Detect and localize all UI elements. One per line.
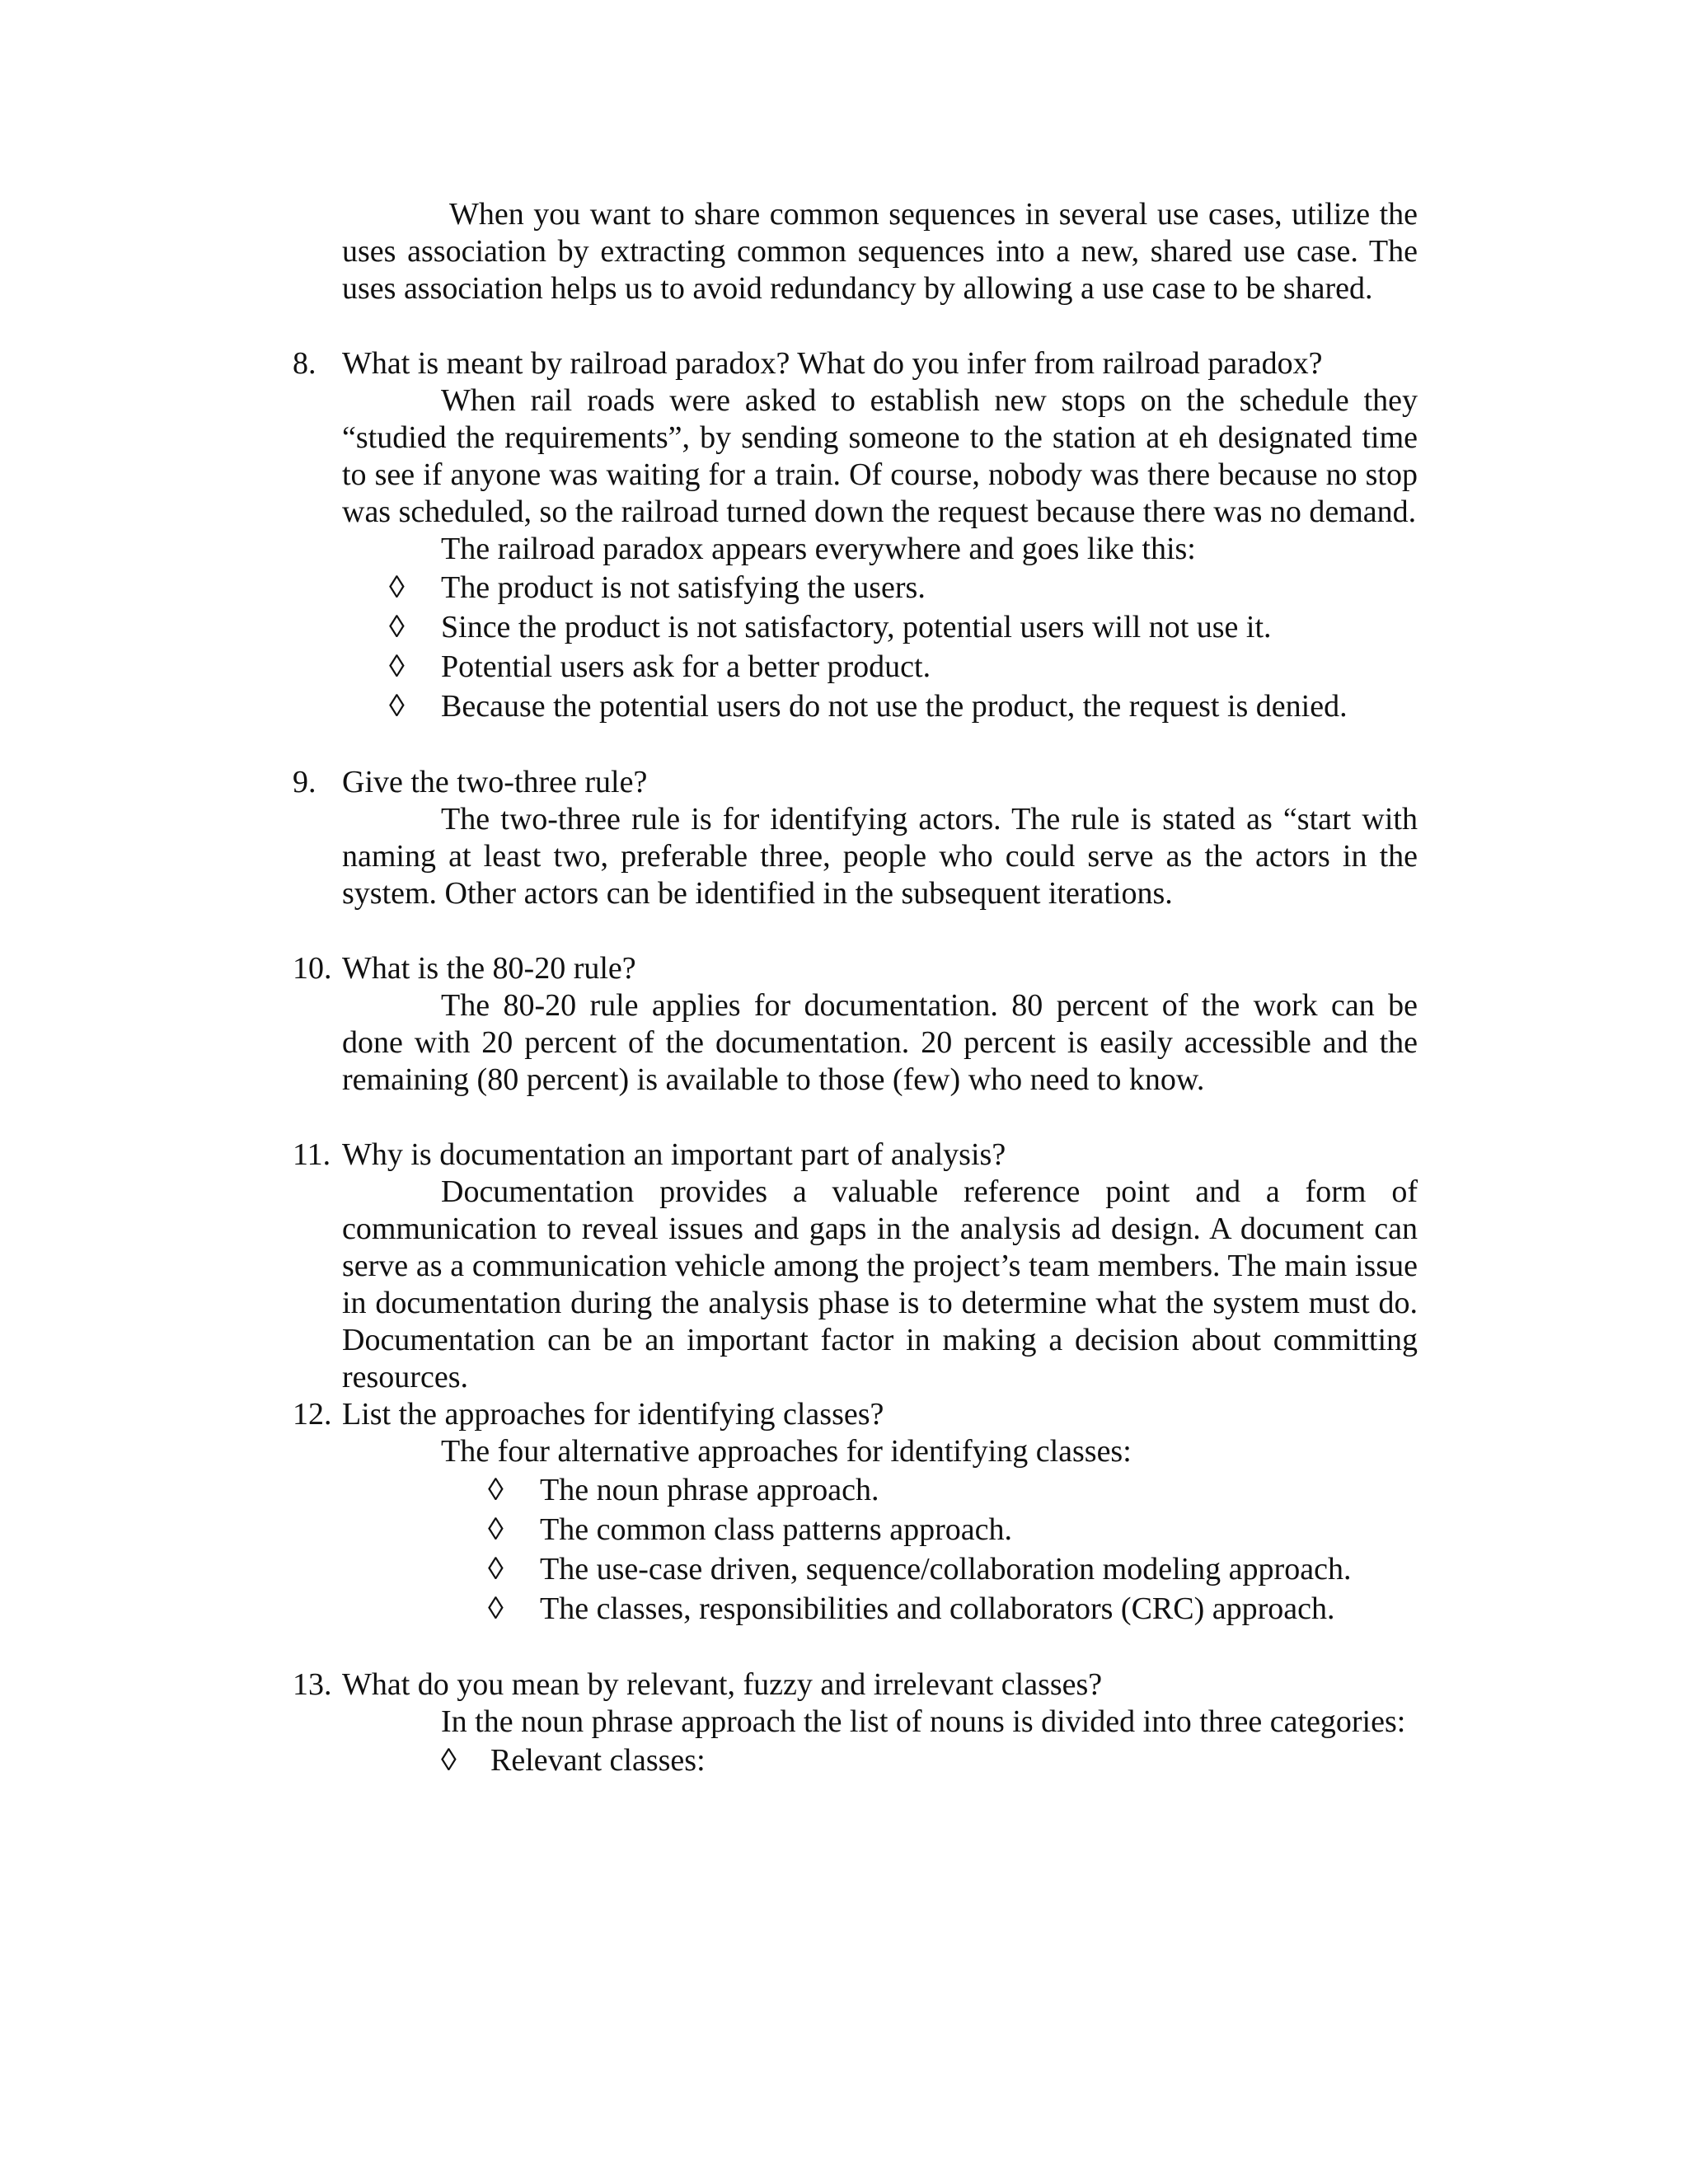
question-number: 8. <box>293 346 316 381</box>
diamond-bullet-icon: ◊ <box>389 570 405 605</box>
opening-paragraph: When you want to share common sequences in several use cases, utilize the uses association by extracting common sequences into a new, shared use case. The uses association helps us to avoid redundancy by allowing a use case to be shared. <box>342 197 1418 306</box>
list-item-text: The noun phrase approach. <box>540 1473 879 1507</box>
answer-paragraph: When rail roads were asked to establish new stops on the schedule they “studied the requirements”, by sending someone to the station at eh designated time to see if anyone was waiting for a train. Of course, nobody was there because no stop was scheduled, so the railroad turned down the request because there was no demand. <box>342 383 1418 529</box>
spacer <box>342 1099 1418 1137</box>
question-9-block <box>293 764 1418 912</box>
question-10-block <box>293 950 1418 1099</box>
list-item <box>342 568 1418 607</box>
bullet-list <box>342 568 1418 726</box>
question-number: 12. <box>293 1397 332 1432</box>
question-13-block <box>293 1666 1418 1780</box>
question-10 <box>293 950 1418 987</box>
list-intro: The railroad paradox appears everywhere and goes like this: <box>441 532 1196 566</box>
list-item <box>342 1470 1418 1510</box>
question-11 <box>293 1137 1418 1174</box>
list-item <box>342 1510 1418 1549</box>
question-number: 11. <box>293 1137 331 1172</box>
list-item <box>342 687 1418 726</box>
question-13 <box>293 1666 1418 1704</box>
document-body <box>293 196 1418 1780</box>
bullet-list <box>342 1470 1418 1629</box>
spacer <box>342 1629 1418 1666</box>
answer-paragraph: In the noun phrase approach the list of nouns is divided into three categories: <box>441 1704 1406 1739</box>
question-number: 10. <box>293 951 332 986</box>
diamond-bullet-icon: ◊ <box>389 649 405 684</box>
list-item-text: Potential users ask for a better product. <box>441 649 931 684</box>
list-item <box>342 607 1418 647</box>
diamond-bullet-icon: ◊ <box>389 610 405 644</box>
list-item-text: Since the product is not satisfactory, potential users will not use it. <box>441 610 1272 644</box>
list-item-text: The classes, responsibilities and collaborators (CRC) approach. <box>540 1591 1335 1626</box>
list-item <box>342 1549 1418 1589</box>
list-item-text: The product is not satisfying the users. <box>441 570 926 605</box>
diamond-bullet-icon: ◊ <box>488 1512 504 1547</box>
question-8 <box>293 345 1418 382</box>
question-11-block <box>293 1137 1418 1396</box>
list-item <box>342 1589 1418 1629</box>
question-number: 13. <box>293 1667 332 1702</box>
diamond-bullet-icon: ◊ <box>488 1473 504 1507</box>
list-item <box>342 1741 1418 1780</box>
spacer <box>342 726 1418 764</box>
list-intro: The four alternative approaches for identifying classes: <box>441 1434 1132 1469</box>
question-8-block <box>293 345 1418 726</box>
question-number: 9. <box>293 765 316 799</box>
question-text: Give the two-three rule? <box>342 765 648 799</box>
question-text: Why is documentation an important part of analysis? <box>342 1137 1006 1172</box>
list-item-text: Because the potential users do not use the product, the request is denied. <box>441 689 1348 724</box>
answer-paragraph: The 80-20 rule applies for documentation. 80 percent of the work can be done with 20 percent of the documentation. 20 percent is easily accessible and the remaining (80 percent) is available to those (few) who need to know. <box>342 988 1418 1097</box>
diamond-bullet-icon: ◊ <box>441 1743 457 1778</box>
diamond-bullet-icon: ◊ <box>488 1591 504 1626</box>
spacer <box>342 307 1418 345</box>
bullet-list <box>342 1741 1418 1780</box>
question-text: What do you mean by relevant, fuzzy and irrelevant classes? <box>342 1667 1103 1702</box>
answer-paragraph: The two-three rule is for identifying actors. The rule is stated as “start with naming at least two, preferable three, people who could serve as the actors in the system. Other actors can be identified in the subsequent iterations. <box>342 802 1418 911</box>
question-text: What is the 80-20 rule? <box>342 951 636 986</box>
list-item-text: The common class patterns approach. <box>540 1512 1012 1547</box>
list-item <box>342 647 1418 687</box>
question-text: What is meant by railroad paradox? What do you infer from railroad paradox? <box>342 346 1323 381</box>
question-9 <box>293 764 1418 801</box>
diamond-bullet-icon: ◊ <box>389 689 405 724</box>
question-12-block <box>293 1396 1418 1629</box>
diamond-bullet-icon: ◊ <box>488 1552 504 1586</box>
question-text: List the approaches for identifying classes? <box>342 1397 884 1432</box>
list-item-text: Relevant classes: <box>490 1743 706 1778</box>
list-item-text: The use-case driven, sequence/collaboration modeling approach. <box>540 1552 1352 1586</box>
answer-paragraph: Documentation provides a valuable reference point and a form of communication to reveal issues and gaps in the analysis ad design. A document can serve as a communication vehicle among the project’s team members. The main issue in documentation during the analysis phase is to determine what the system must do. Documentation can be an important factor in making a decision about committing resources. <box>342 1174 1418 1394</box>
question-12 <box>293 1396 1418 1433</box>
spacer <box>342 912 1418 950</box>
